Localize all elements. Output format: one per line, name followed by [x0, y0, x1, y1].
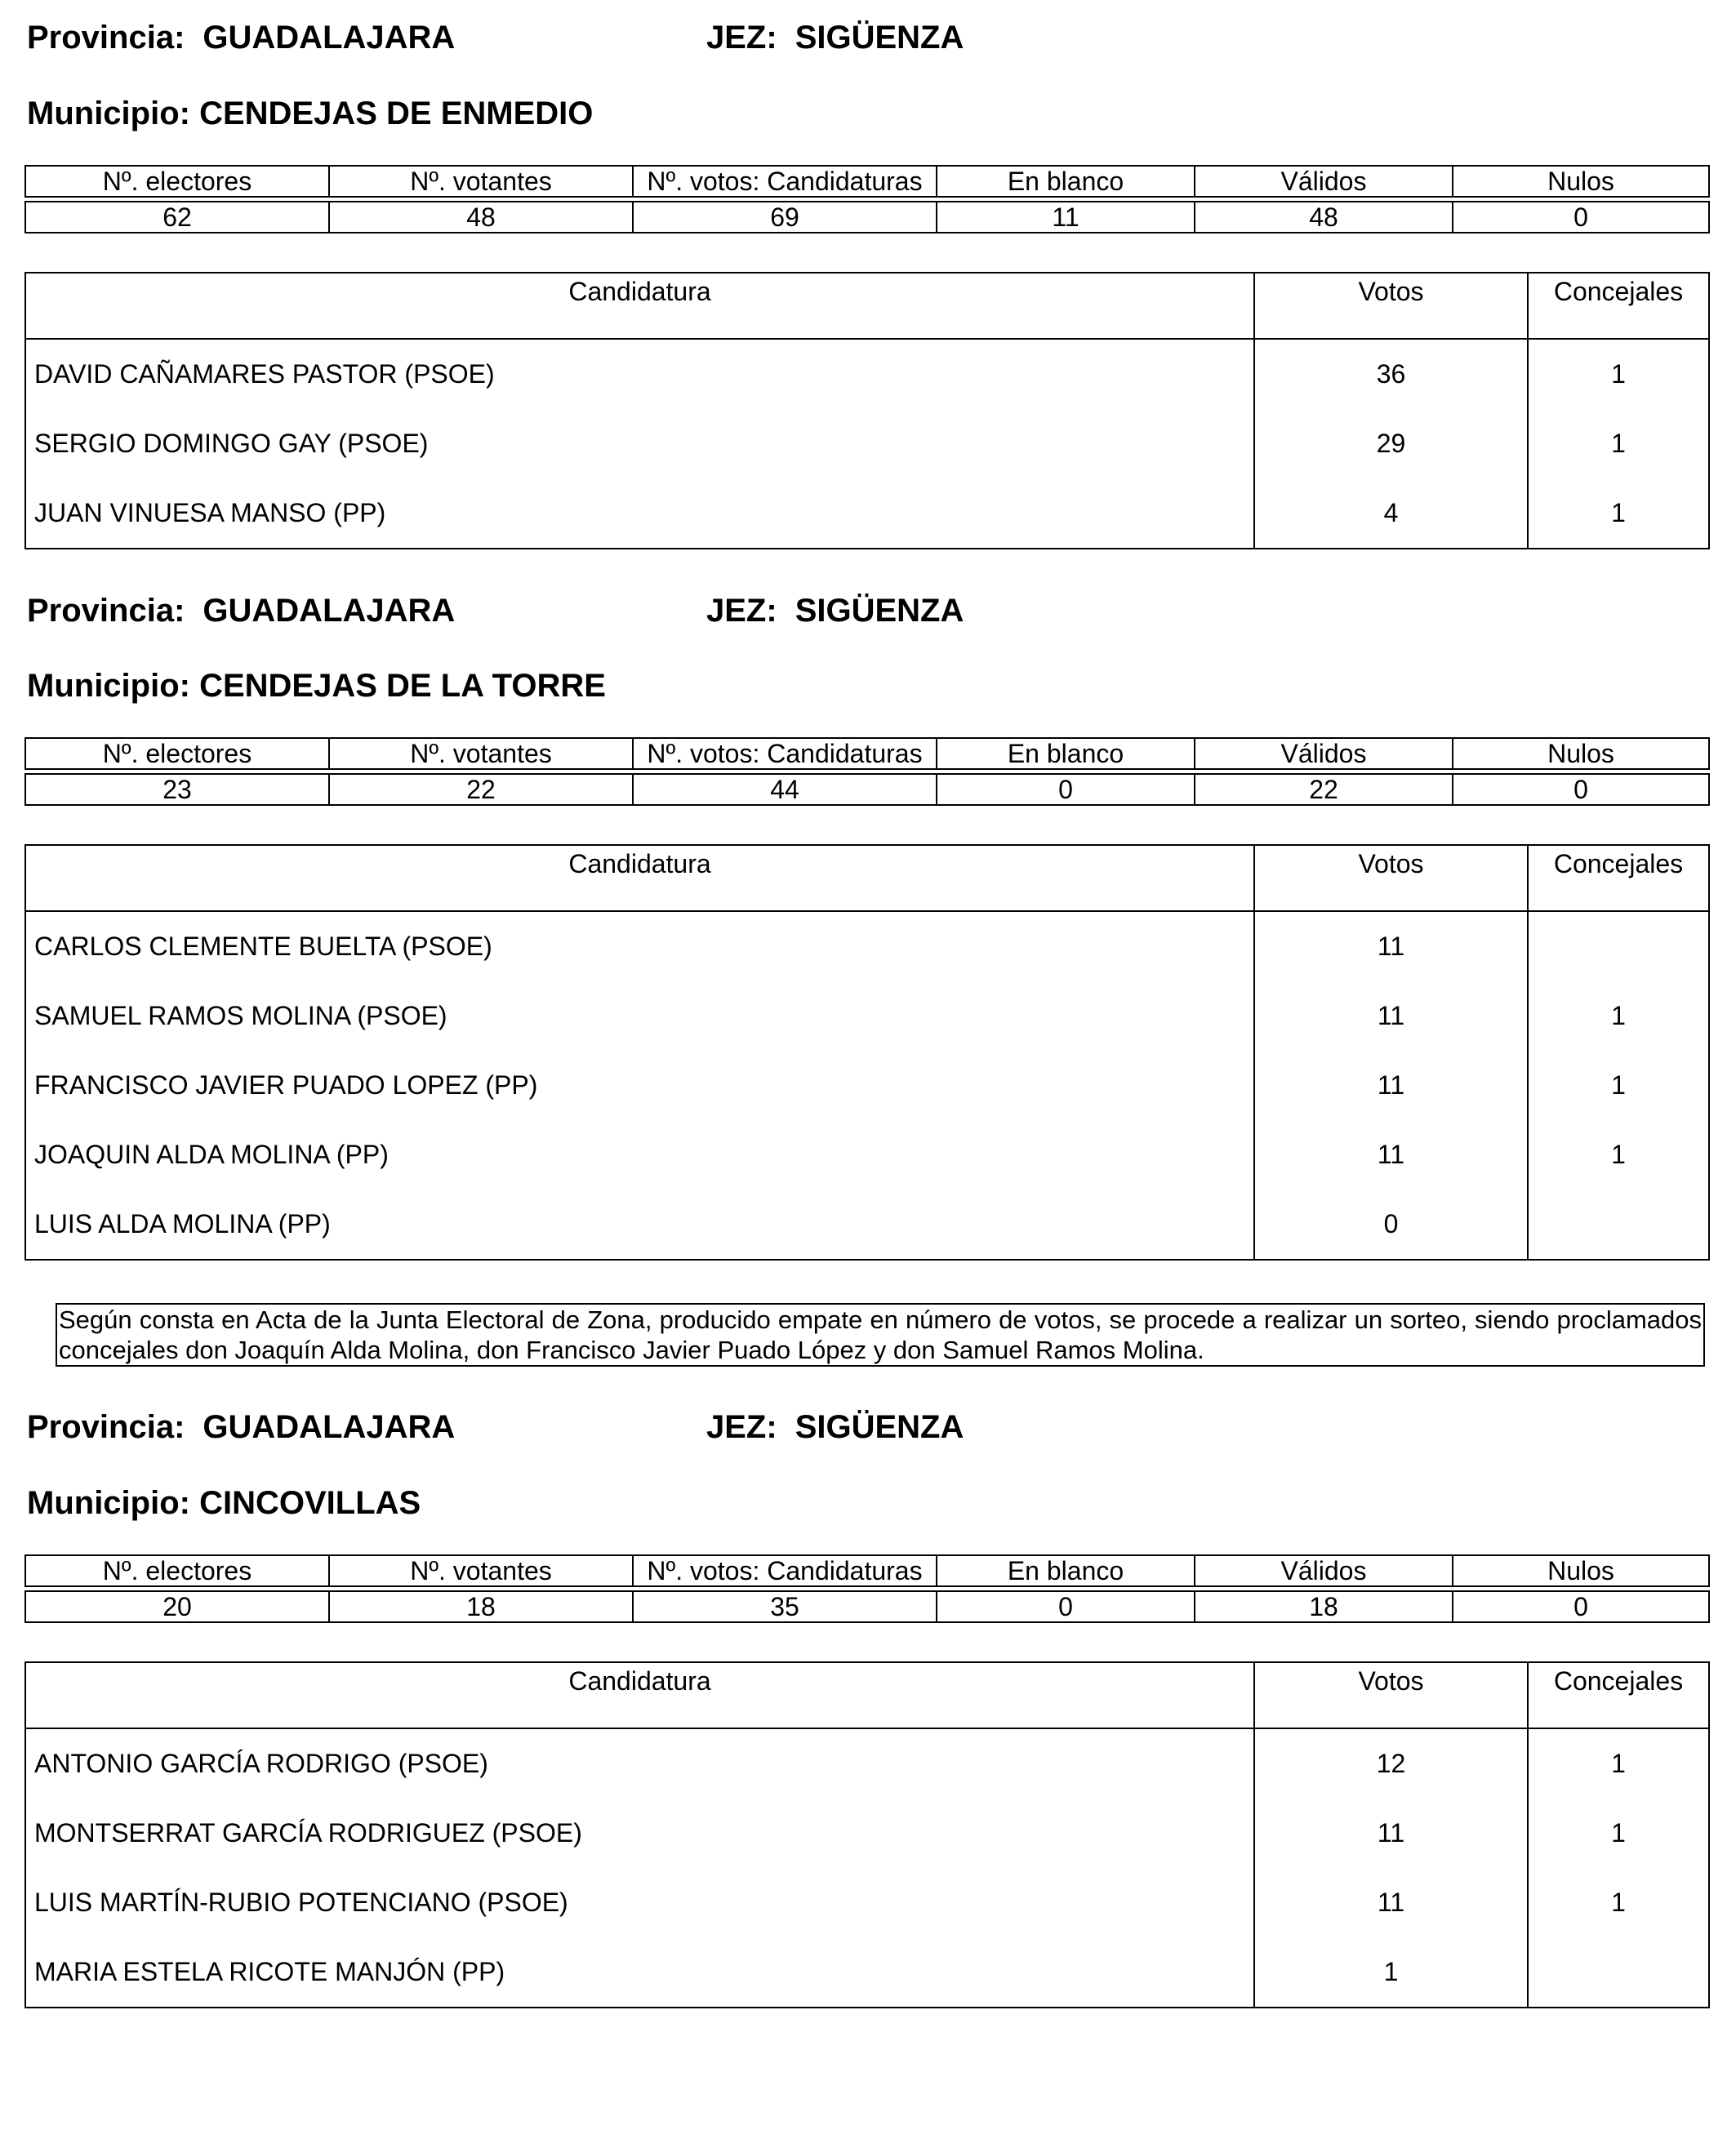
candidate-row: [25, 1051, 1709, 1120]
stats-header-row: [25, 166, 1709, 197]
stats-value: 0: [937, 1591, 1195, 1622]
stats-header-row: [25, 738, 1709, 769]
candidate-concejales: 1: [1528, 409, 1709, 478]
stats-value: 18: [329, 1591, 633, 1622]
stats-value: 48: [1195, 202, 1453, 233]
candidate-name: FRANCISCO JAVIER PUADO LOPEZ (PP): [25, 1051, 1254, 1120]
stats-label: Nº. votantes: [329, 166, 633, 197]
candidate-row: [25, 339, 1709, 409]
candidate-name: ANTONIO GARCÍA RODRIGO (PSOE): [25, 1728, 1254, 1799]
candidate-votos: 11: [1254, 1120, 1528, 1190]
candidate-votos: 4: [1254, 478, 1528, 549]
stats-value: 69: [633, 202, 937, 233]
stats-value: 23: [25, 774, 329, 805]
candidates-header-row: [25, 1662, 1709, 1728]
candidates-table: [24, 272, 1710, 549]
stats-label: En blanco: [937, 166, 1195, 197]
candidates-header-row: [25, 273, 1709, 339]
stats-label: Nº. electores: [25, 1555, 329, 1586]
jez-value: SIGÜENZA: [795, 20, 964, 56]
candidate-concejales: 1: [1528, 478, 1709, 549]
candidatura-header: Candidatura: [25, 845, 1254, 911]
candidate-concejales: [1528, 1190, 1709, 1260]
candidate-name: CARLOS CLEMENTE BUELTA (PSOE): [25, 911, 1254, 981]
stats-value: 20: [25, 1591, 329, 1622]
candidate-row: [25, 981, 1709, 1051]
municipio-heading: Municipio: CENDEJAS DE LA TORRE: [27, 668, 606, 704]
candidate-name: JUAN VINUESA MANSO (PP): [25, 478, 1254, 549]
candidatura-header: Candidatura: [25, 1662, 1254, 1728]
candidate-concejales: 1: [1528, 1728, 1709, 1799]
stats-value: 11: [937, 202, 1195, 233]
stats-value-row: [25, 1591, 1709, 1622]
candidate-votos: 36: [1254, 339, 1528, 409]
municipio-value: CINCOVILLAS: [199, 1485, 421, 1521]
candidate-name: SAMUEL RAMOS MOLINA (PSOE): [25, 981, 1254, 1051]
candidate-row: [25, 1190, 1709, 1260]
stats-table: [24, 737, 1710, 806]
provincia-value: GUADALAJARA: [203, 593, 456, 629]
stats-label: Nº. electores: [25, 166, 329, 197]
votos-header: Votos: [1254, 273, 1528, 339]
provincia-value: GUADALAJARA: [203, 20, 456, 56]
stats-value-row: [25, 202, 1709, 233]
provincia-value: GUADALAJARA: [203, 1409, 456, 1445]
candidate-votos: 11: [1254, 1868, 1528, 1937]
stats-value: 22: [1195, 774, 1453, 805]
candidate-row: [25, 1868, 1709, 1937]
candidate-name: DAVID CAÑAMARES PASTOR (PSOE): [25, 339, 1254, 409]
provincia-heading: Provincia: GUADALAJARA: [27, 20, 456, 56]
candidate-concejales: [1528, 1937, 1709, 2008]
candidate-row: [25, 478, 1709, 549]
jez-heading: JEZ: SIGÜENZA: [706, 20, 964, 56]
stats-label: Válidos: [1195, 166, 1453, 197]
stats-label: Nº. votantes: [329, 1555, 633, 1586]
candidate-votos: 11: [1254, 1051, 1528, 1120]
stats-label: Nulos: [1453, 166, 1709, 197]
candidatura-header: Candidatura: [25, 273, 1254, 339]
stats-value: 18: [1195, 1591, 1453, 1622]
jez-heading: JEZ: SIGÜENZA: [706, 1409, 964, 1445]
stats-label: Nº. votos: Candidaturas: [633, 1555, 937, 1586]
stats-value: 62: [25, 202, 329, 233]
votos-header: Votos: [1254, 845, 1528, 911]
candidate-row: [25, 1937, 1709, 2008]
candidate-name: LUIS ALDA MOLINA (PP): [25, 1190, 1254, 1260]
candidate-concejales: 1: [1528, 1799, 1709, 1868]
stats-label: Nulos: [1453, 1555, 1709, 1586]
municipio-heading: Municipio: CENDEJAS DE ENMEDIO: [27, 96, 594, 131]
candidate-votos: 29: [1254, 409, 1528, 478]
candidate-concejales: 1: [1528, 339, 1709, 409]
candidate-name: LUIS MARTÍN-RUBIO POTENCIANO (PSOE): [25, 1868, 1254, 1937]
provincia-heading: Provincia: GUADALAJARA: [27, 1409, 456, 1445]
tie-note: Según consta en Acta de la Junta Electoral de Zona, producido empate en número de votos, se procede a realizar un sorteo, siendo proclamados concejales don Joaquín Alda Molina, don Francisco Javier Puado López y don Samuel Ramos Molina.: [56, 1303, 1705, 1367]
candidate-votos: 11: [1254, 911, 1528, 981]
stats-label: Válidos: [1195, 738, 1453, 769]
candidate-votos: 1: [1254, 1937, 1528, 2008]
municipio-heading: Municipio: CINCOVILLAS: [27, 1485, 421, 1521]
jez-heading: JEZ: SIGÜENZA: [706, 593, 964, 629]
stats-label: Nº. electores: [25, 738, 329, 769]
concejales-header: Concejales: [1528, 273, 1709, 339]
stats-value: 0: [1453, 774, 1709, 805]
stats-value: 35: [633, 1591, 937, 1622]
candidate-concejales: 1: [1528, 1051, 1709, 1120]
candidate-votos: 12: [1254, 1728, 1528, 1799]
stats-value: 22: [329, 774, 633, 805]
candidate-concejales: 1: [1528, 981, 1709, 1051]
candidates-table: [24, 1661, 1710, 2008]
stats-label: Nº. votantes: [329, 738, 633, 769]
stats-value-row: [25, 774, 1709, 805]
candidate-row: [25, 409, 1709, 478]
candidate-concejales: 1: [1528, 1120, 1709, 1190]
candidate-name: MONTSERRAT GARCÍA RODRIGUEZ (PSOE): [25, 1799, 1254, 1868]
stats-label: En blanco: [937, 738, 1195, 769]
stats-label: En blanco: [937, 1555, 1195, 1586]
candidate-row: [25, 1120, 1709, 1190]
votos-header: Votos: [1254, 1662, 1528, 1728]
candidate-votos: 0: [1254, 1190, 1528, 1260]
candidate-name: JOAQUIN ALDA MOLINA (PP): [25, 1120, 1254, 1190]
stats-label: Nº. votos: Candidaturas: [633, 166, 937, 197]
stats-header-row: [25, 1555, 1709, 1586]
candidates-table: [24, 844, 1710, 1261]
stats-value: 0: [937, 774, 1195, 805]
candidate-votos: 11: [1254, 981, 1528, 1051]
stats-value: 48: [329, 202, 633, 233]
stats-value: 44: [633, 774, 937, 805]
candidates-header-row: [25, 845, 1709, 911]
candidate-name: MARIA ESTELA RICOTE MANJÓN (PP): [25, 1937, 1254, 2008]
candidate-row: [25, 1799, 1709, 1868]
stats-table: [24, 1554, 1710, 1623]
stats-label: Válidos: [1195, 1555, 1453, 1586]
stats-table: [24, 165, 1710, 233]
provincia-heading: Provincia: GUADALAJARA: [27, 593, 456, 629]
stats-value: 0: [1453, 1591, 1709, 1622]
candidate-name: SERGIO DOMINGO GAY (PSOE): [25, 409, 1254, 478]
candidate-concejales: [1528, 911, 1709, 981]
stats-label: Nulos: [1453, 738, 1709, 769]
stats-value: 0: [1453, 202, 1709, 233]
concejales-header: Concejales: [1528, 1662, 1709, 1728]
candidate-row: [25, 911, 1709, 981]
jez-value: SIGÜENZA: [795, 593, 964, 629]
municipio-value: CENDEJAS DE ENMEDIO: [199, 96, 594, 131]
stats-label: Nº. votos: Candidaturas: [633, 738, 937, 769]
candidate-votos: 11: [1254, 1799, 1528, 1868]
candidate-row: [25, 1728, 1709, 1799]
jez-value: SIGÜENZA: [795, 1409, 964, 1445]
municipio-value: CENDEJAS DE LA TORRE: [199, 668, 606, 704]
candidate-concejales: 1: [1528, 1868, 1709, 1937]
concejales-header: Concejales: [1528, 845, 1709, 911]
